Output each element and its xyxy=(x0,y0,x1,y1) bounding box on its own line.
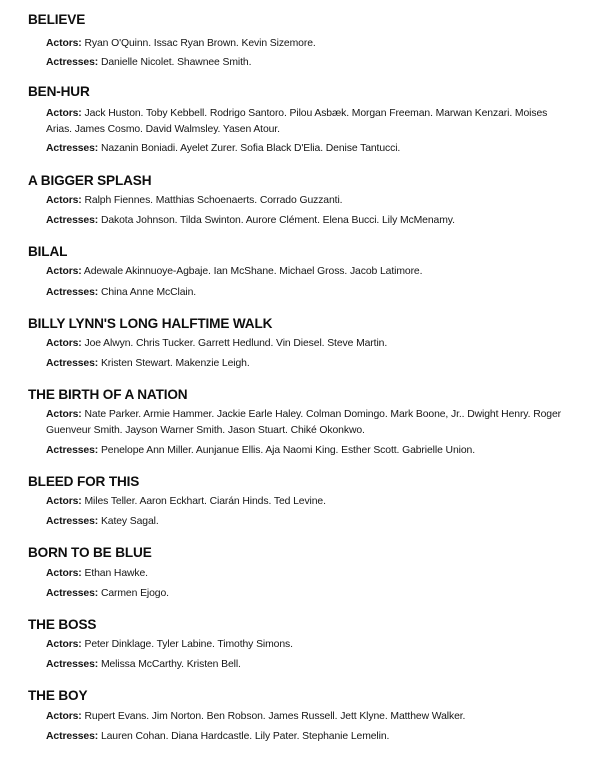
actresses-label: Actresses: xyxy=(46,358,99,369)
actresses-line xyxy=(46,657,568,673)
actresses-names: Lauren Cohan. Diana Hardcastle. Lily Pater. Stephanie Lemelin. xyxy=(100,731,390,742)
actors-names: Joe Alwyn. Chris Tucker. Garrett Hedlund. Vin Diesel. Steve Martin. xyxy=(84,338,388,349)
actors-line xyxy=(46,336,568,352)
actors-line xyxy=(46,566,568,582)
actors-names: Ethan Hawke. xyxy=(84,568,148,579)
actors-label: Actors: xyxy=(46,266,82,277)
actors-line xyxy=(46,36,568,52)
film-title: A BIGGER SPLASH xyxy=(28,173,152,188)
actresses-label: Actresses: xyxy=(46,516,99,527)
actors-names: Peter Dinklage. Tyler Labine. Timothy Simons. xyxy=(84,639,293,650)
actors-label: Actors: xyxy=(46,496,82,507)
actors-line xyxy=(46,494,568,510)
actresses-label: Actresses: xyxy=(46,143,99,154)
actors-names: Adewale Akinnuoye-Agbaje. Ian McShane. Michael Gross. Jacob Latimore. xyxy=(83,266,423,277)
actors-line xyxy=(46,407,568,439)
film-title: THE BOSS xyxy=(28,617,97,632)
film-title: BELIEVE xyxy=(28,12,86,27)
actors-label: Actors: xyxy=(46,195,82,206)
actresses-line xyxy=(46,141,568,157)
actresses-line xyxy=(46,285,568,301)
film-title: BEN-HUR xyxy=(28,84,90,99)
actresses-line xyxy=(46,514,568,530)
actors-label: Actors: xyxy=(46,409,82,420)
actresses-line xyxy=(46,213,568,229)
actresses-names: Danielle Nicolet. Shawnee Smith. xyxy=(100,57,252,68)
actresses-label: Actresses: xyxy=(46,731,99,742)
film-title: THE BOY xyxy=(28,688,88,703)
actresses-label: Actresses: xyxy=(46,445,99,456)
actors-line xyxy=(46,709,568,725)
actresses-label: Actresses: xyxy=(46,588,99,599)
actors-names: Ryan O'Quinn. Issac Ryan Brown. Kevin Sizemore. xyxy=(84,38,316,49)
actresses-names: Carmen Ejogo. xyxy=(100,588,169,599)
actresses-names: Melissa McCarthy. Kristen Bell. xyxy=(100,659,241,670)
actors-names: Rupert Evans. Jim Norton. Ben Robson. James Russell. Jett Klyne. Matthew Walker. xyxy=(84,711,466,722)
actors-names: Ralph Fiennes. Matthias Schoenaerts. Corrado Guzzanti. xyxy=(84,195,343,206)
actresses-names: Kristen Stewart. Makenzie Leigh. xyxy=(100,358,250,369)
actresses-line xyxy=(46,356,568,372)
actors-label: Actors: xyxy=(46,38,82,49)
actors-line xyxy=(46,106,568,138)
film-title: BLEED FOR THIS xyxy=(28,474,140,489)
actors-line xyxy=(46,264,568,280)
actresses-names: China Anne McClain. xyxy=(100,287,197,298)
actresses-label: Actresses: xyxy=(46,287,99,298)
actresses-line xyxy=(46,729,568,745)
actresses-line xyxy=(46,443,568,459)
actresses-label: Actresses: xyxy=(46,659,99,670)
actresses-names: Penelope Ann Miller. Aunjanue Ellis. Aja Naomi King. Esther Scott. Gabrielle Union. xyxy=(100,445,475,456)
actresses-line xyxy=(46,55,568,71)
actors-names: Jack Huston. Toby Kebbell. Rodrigo Santoro. Pilou Asbæk. Morgan Freeman. Marwan Kenzari. Moises Arias. James Cosmo. David Walmsley. Yasen Atour. xyxy=(46,108,548,135)
film-title: BILLY LYNN'S LONG HALFTIME WALK xyxy=(28,316,273,331)
actors-line xyxy=(46,193,568,209)
film-title: BORN TO BE BLUE xyxy=(28,545,152,560)
actresses-line xyxy=(46,586,568,602)
actresses-label: Actresses: xyxy=(46,57,99,68)
actresses-label: Actresses: xyxy=(46,215,99,226)
actors-label: Actors: xyxy=(46,711,82,722)
actors-label: Actors: xyxy=(46,639,82,650)
actors-label: Actors: xyxy=(46,338,82,349)
actors-label: Actors: xyxy=(46,568,82,579)
actresses-names: Nazanin Boniadi. Ayelet Zurer. Sofia Black D'Elia. Denise Tantucci. xyxy=(100,143,401,154)
actresses-names: Katey Sagal. xyxy=(100,516,159,527)
actors-line xyxy=(46,637,568,653)
actresses-names: Dakota Johnson. Tilda Swinton. Aurore Clément. Elena Bucci. Lily McMenamy. xyxy=(100,215,455,226)
film-title: THE BIRTH OF A NATION xyxy=(28,387,188,402)
actors-names: Miles Teller. Aaron Eckhart. Ciarán Hinds. Ted Levine. xyxy=(84,496,326,507)
actors-label: Actors: xyxy=(46,108,82,119)
actors-names: Nate Parker. Armie Hammer. Jackie Earle Haley. Colman Domingo. Mark Boone, Jr.. Dwight Henry. Roger Guenveur Smith. Jayson Warner Smith. Jason Stuart. Chiké Okonkwo. xyxy=(46,409,562,436)
film-title: BILAL xyxy=(28,244,68,259)
